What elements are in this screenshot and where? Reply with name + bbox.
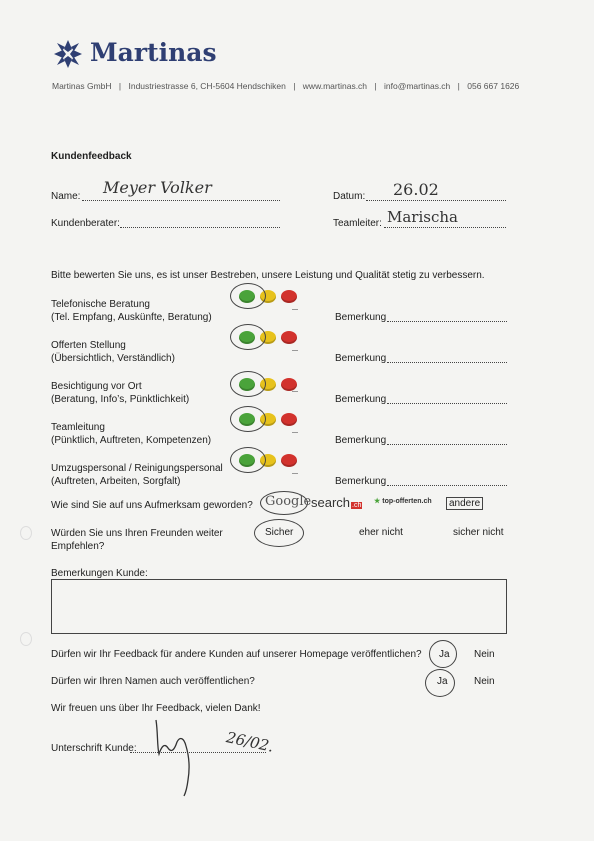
smiley-bad-icon[interactable] xyxy=(281,290,297,303)
star-icon: ★ xyxy=(374,498,381,505)
category-detail: (Tel. Empfang, Auskünfte, Beratung) xyxy=(51,312,212,323)
advisor-line[interactable] xyxy=(120,227,280,228)
publish-feedback-nein[interactable]: Nein xyxy=(474,649,495,660)
remark-label: Bemerkung xyxy=(335,476,387,487)
publish-name-nein[interactable]: Nein xyxy=(474,676,495,687)
date-line xyxy=(366,200,506,201)
rating-selection-circle xyxy=(230,447,266,473)
rating-selection-circle xyxy=(230,283,266,309)
remark-label: Bemerkung xyxy=(335,312,387,323)
divider xyxy=(292,432,298,433)
company-email: info@martinas.ch xyxy=(384,81,451,91)
signature-drawing[interactable] xyxy=(150,718,225,798)
teamlead-label: Teamleiter: xyxy=(333,218,382,229)
remark-line[interactable] xyxy=(387,485,507,486)
category-detail: (Übersichtlich, Verständlich) xyxy=(51,353,175,364)
company-address: Industriestrasse 6, CH-5604 Hendschiken xyxy=(128,81,286,91)
recommend-option-sicher[interactable]: Sicher xyxy=(265,527,294,538)
form-title: Kundenfeedback xyxy=(51,151,132,162)
advisor-label: Kundenberater: xyxy=(51,218,120,229)
smiley-bad-icon[interactable] xyxy=(281,331,297,344)
category-detail: (Auftreten, Arbeiten, Sorgfalt) xyxy=(51,476,181,487)
date-label: Datum: xyxy=(333,191,366,202)
company-phone: 056 667 1626 xyxy=(467,81,520,91)
remark-label: Bemerkung xyxy=(335,353,387,364)
search-option[interactable]: search .ch xyxy=(311,495,362,510)
remark-line[interactable] xyxy=(387,403,507,404)
category-title: Umzugspersonal / Reinigungspersonal xyxy=(51,463,223,474)
name-value[interactable]: Meyer Volker xyxy=(103,178,212,197)
source-question: Wie sind Sie auf uns Aufmerksam geworden? xyxy=(51,500,253,511)
divider xyxy=(292,391,298,392)
category-title: Offerten Stellung xyxy=(51,340,126,351)
customer-remarks-box[interactable] xyxy=(51,579,507,634)
teamlead-line xyxy=(384,227,506,228)
google-option[interactable]: Google xyxy=(265,494,312,509)
brand-name: Martinas xyxy=(90,38,217,67)
topofferten-option[interactable]: ★ top-offerten.ch xyxy=(374,498,432,505)
martinas-logo-icon xyxy=(52,38,84,70)
category-title: Besichtigung vor Ort xyxy=(51,381,142,392)
date-value[interactable]: 26.02 xyxy=(393,180,439,199)
recommend-option-sicher-nicht[interactable]: sicher nicht xyxy=(453,527,504,538)
divider xyxy=(292,473,298,474)
thanks-text: Wir freuen uns über Ihr Feedback, vielen Dank! xyxy=(51,703,261,714)
remark-line[interactable] xyxy=(387,444,507,445)
signature-label: Unterschrift Kunde: xyxy=(51,743,137,754)
recommend-question: Würden Sie uns Ihren Freunden weiter Empfehlen? xyxy=(51,528,223,552)
remark-label: Bemerkung xyxy=(335,435,387,446)
scan-punch-mark xyxy=(20,632,32,646)
customer-remarks-label: Bemerkungen Kunde: xyxy=(51,568,148,579)
smiley-bad-icon[interactable] xyxy=(281,413,297,426)
publish-feedback-ja[interactable]: Ja xyxy=(439,649,450,660)
category-detail: (Pünktlich, Auftreten, Kompetenzen) xyxy=(51,435,212,446)
rating-selection-circle xyxy=(230,406,266,432)
publish-name-ja[interactable]: Ja xyxy=(437,676,448,687)
smiley-bad-icon[interactable] xyxy=(281,454,297,467)
company-name: Martinas GmbH xyxy=(52,81,112,91)
teamlead-value[interactable]: Marischa xyxy=(387,208,458,226)
remark-line[interactable] xyxy=(387,362,507,363)
name-line xyxy=(82,200,280,201)
intro-text: Bitte bewerten Sie uns, es ist unser Bestreben, unsere Leistung und Qualität stetig zu verbessern. xyxy=(51,270,485,281)
publish-feedback-question: Dürfen wir Ihr Feedback für andere Kunden auf unserer Homepage veröffentlichen? xyxy=(51,649,422,660)
divider xyxy=(292,350,298,351)
company-website: www.martinas.ch xyxy=(302,81,368,91)
name-label: Name: xyxy=(51,191,81,202)
remark-label: Bemerkung xyxy=(335,394,387,405)
signature-date: 26/02. xyxy=(224,728,276,756)
andere-option[interactable]: andere xyxy=(446,497,483,510)
category-title: Teamleitung xyxy=(51,422,105,433)
publish-name-question: Dürfen wir Ihren Namen auch veröffentlichen? xyxy=(51,676,255,687)
category-title: Telefonische Beratung xyxy=(51,299,150,310)
category-detail: (Beratung, Info’s, Pünktlichkeit) xyxy=(51,394,190,405)
company-header: Martinas GmbH | Industriestrasse 6, CH-5604 Hendschiken | www.martinas.ch | info@martinas.ch | 056 667 1626 xyxy=(52,81,520,91)
divider xyxy=(292,309,298,310)
recommend-option-eher-nicht[interactable]: eher nicht xyxy=(359,527,403,538)
rating-selection-circle xyxy=(230,371,266,397)
scan-punch-mark xyxy=(20,526,32,540)
rating-selection-circle xyxy=(230,324,266,350)
smiley-bad-icon[interactable] xyxy=(281,378,297,391)
remark-line[interactable] xyxy=(387,321,507,322)
